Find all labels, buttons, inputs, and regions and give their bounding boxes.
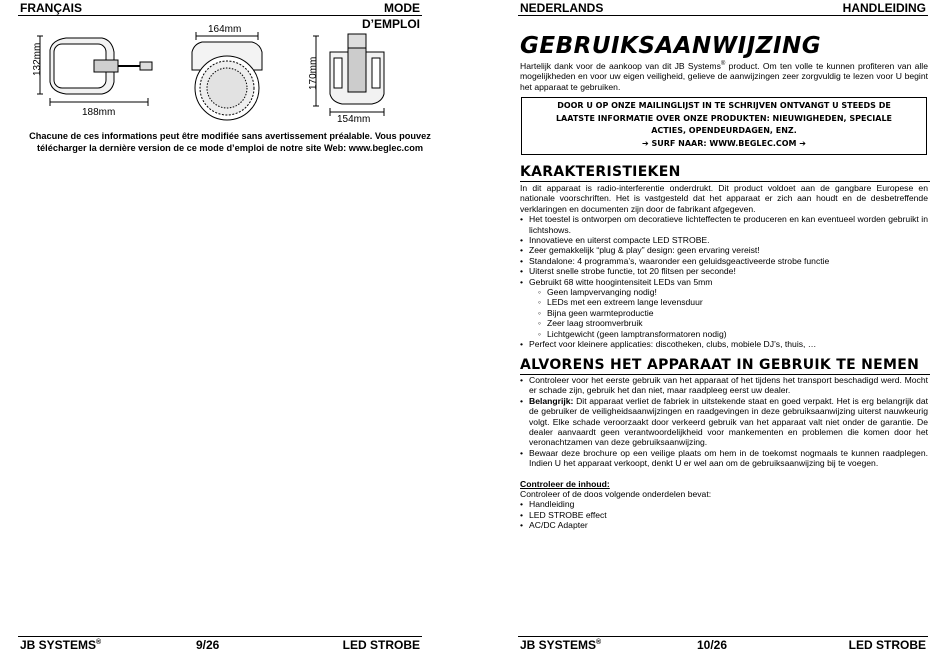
features-list bbox=[520, 214, 928, 349]
side-width-label: 188mm bbox=[82, 107, 116, 118]
front-width-label: 164mm bbox=[208, 24, 242, 35]
sub-feature-item: ◦ Lichtgewicht (geen lamptransformatoren nodig) bbox=[538, 329, 928, 339]
right-header-title: HANDLEIDING bbox=[842, 1, 926, 15]
before-use-item bbox=[520, 396, 928, 448]
side-view-drawing bbox=[37, 36, 152, 106]
mailing-line-4[interactable]: ➔ SURF NAAR: WWW.BEGLEC.COM ➔ bbox=[642, 138, 806, 148]
side-height-label: 132mm bbox=[32, 42, 43, 76]
right-footer-brand bbox=[520, 638, 601, 652]
check-contents-intro: Controleer of de doos volgende onderdelen bevat: bbox=[520, 489, 712, 500]
right-footer-product: LED STROBE bbox=[848, 638, 926, 652]
section-rule-features bbox=[520, 181, 930, 182]
right-footer-brand-text: JB SYSTEMS bbox=[520, 638, 597, 652]
intro-text-b: product. Om ten volle te kunnen profiteren van alle mogelijkheden en voor uw eigen veiligheid, gelieve de aanwijzingen zeer zorgvuldig te lezen voor U begint het apparaat te gebruiken. bbox=[520, 60, 929, 92]
contents-item: • AC/DC Adapter bbox=[520, 520, 928, 530]
rear-height-label: 170mm bbox=[308, 56, 319, 90]
contents-list bbox=[520, 499, 928, 530]
dimension-drawings bbox=[30, 22, 430, 126]
feature-item: • Standalone: 4 programma’s, waaronder een geluidsgeactiveerde strobe functie bbox=[520, 256, 928, 266]
left-footer-product: LED STROBE bbox=[342, 638, 420, 652]
left-footer-reg: ® bbox=[96, 639, 102, 646]
left-footer-brand bbox=[20, 638, 101, 652]
feature-item: • Het toestel is ontworpen om decoratieve lichteffecten te produceren en kan eventueel worden gebruikt in lichtshows. bbox=[520, 214, 928, 235]
intro-reg: ® bbox=[720, 61, 726, 67]
left-footer-brand-text: JB SYSTEMS bbox=[20, 638, 97, 652]
before-use-list bbox=[520, 375, 928, 469]
left-footer-rule bbox=[18, 636, 422, 637]
front-view-drawing bbox=[192, 32, 262, 120]
feature-item: • Innovatieve en uiterst compacte LED STROBE. bbox=[520, 235, 928, 245]
feature-item: • Perfect voor kleinere applicaties: discotheken, clubs, mobiele DJ’s, thuis, … bbox=[520, 339, 928, 349]
rear-view-drawing bbox=[313, 34, 384, 116]
before-use-item: • Bewaar deze brochure op een veilige plaats om hem in de toekomst nogmaals te kunnen raadplegen. Indien U het apparaat verkoopt, denkt U er wel aan om de gebruiksaanwijzing bij te voegen. bbox=[520, 448, 928, 469]
feature-item: • Gebruikt 68 witte hoogintensiteit LEDs van 5mm bbox=[520, 277, 928, 287]
mailing-line-1: DOOR U OP ONZE MAILINGLIJST IN TE SCHRIJVEN ONTVANGT U STEEDS DE bbox=[557, 101, 891, 110]
right-footer-page: 10/26 bbox=[697, 638, 728, 652]
right-footer-rule bbox=[518, 636, 928, 637]
feature-item: • Zeer gemakkelijk “plug & play” design: geen ervaring vereist! bbox=[520, 245, 928, 255]
right-header-rule bbox=[518, 15, 928, 16]
intro-paragraph bbox=[520, 59, 928, 92]
left-footer-page: 9/26 bbox=[196, 638, 220, 652]
left-page bbox=[0, 0, 440, 654]
sub-feature-item: ◦ LEDs met een extreem lange levensduur bbox=[538, 297, 928, 307]
intro-text-a: Hartelijk dank voor de aankoop van dit JB Systems bbox=[520, 60, 721, 71]
section-heading-features: KARAKTERISTIEKEN bbox=[520, 164, 681, 180]
left-caption: Chacune de ces informations peut être modifiée sans avertissement préalable. Vous pouvez télécharger la dernière version de ce mode d’emploi de notre site Web: www.beglec.com bbox=[29, 131, 431, 153]
page-title: GEBRUIKSAANWIJZING bbox=[520, 33, 822, 59]
feature-item: • Uiterst snelle strobe functie, tot 20 flitsen per seconde! bbox=[520, 266, 928, 276]
features-section bbox=[520, 183, 928, 350]
left-header-title: MODE D’EMPLOI bbox=[361, 1, 420, 31]
contents-item: • LED STROBE effect bbox=[520, 510, 928, 520]
features-intro: In dit apparaat is radio-interferentie onderdrukt. Dit product voldoet aan de gangbare Europese en nationale voorschriften. Het is vastgesteld dat het apparaat er zich aan houdt en de desbetreffende verklaringen en documenten zijn door de fabrikant afgegeven. bbox=[520, 183, 928, 214]
sub-feature-item: ◦ Geen lampvervanging nodig! bbox=[538, 287, 928, 297]
right-footer-reg: ® bbox=[596, 639, 602, 646]
before-use-item: • Controleer voor het eerste gebruik van het apparaat of het tijdens het transport beschadigd werd. Mocht er schade zijn, gebruik het dan niet, maar raadpleeg eerst uw dealer. bbox=[520, 375, 928, 396]
rear-width-label: 154mm bbox=[337, 114, 371, 125]
right-header-language: NEDERLANDS bbox=[520, 1, 604, 15]
mailing-line-2: LAATSTE INFORMATIE OVER ONZE PRODUKTEN: NIEUWIGHEDEN, SPECIALE bbox=[555, 113, 893, 123]
section-heading-before-use: ALVORENS HET APPARAAT IN GEBRUIK TE NEMEN bbox=[520, 357, 920, 373]
mailing-line-3: ACTIES, OPENDEURDAGEN, ENZ. bbox=[651, 126, 797, 135]
check-contents-heading: Controleer de inhoud: bbox=[520, 478, 610, 489]
mailing-list-box bbox=[521, 97, 927, 155]
left-header-language: FRANÇAIS bbox=[20, 1, 82, 15]
left-header-rule bbox=[18, 15, 422, 16]
sub-feature-item: ◦ Zeer laag stroomverbruik bbox=[538, 318, 928, 328]
sub-feature-item: ◦ Bijna geen warmteproductie bbox=[538, 308, 928, 318]
important-label: Belangrijk: bbox=[529, 395, 574, 406]
before-use-section bbox=[520, 375, 928, 531]
contents-item: • Handleiding bbox=[520, 499, 928, 509]
important-text: Dit apparaat verliet de fabriek in uitstekende staat en goed verpakt. Het is erg belangrijk dat de gebruiker de veiligheidsaanwijzingen en raadgevingen in deze gebruiksaanwijzing uiterst nauwkeurig volgt. Elke schade veroorzaakt door verkeerd gebruik van het apparaat valt niet onder de garantie. De dealer aanvaardt geen verantwoordelijkheid voor mankementen en problemen die komen door het veronachtzamen van deze gebruiksaanwijzing. bbox=[529, 395, 928, 448]
